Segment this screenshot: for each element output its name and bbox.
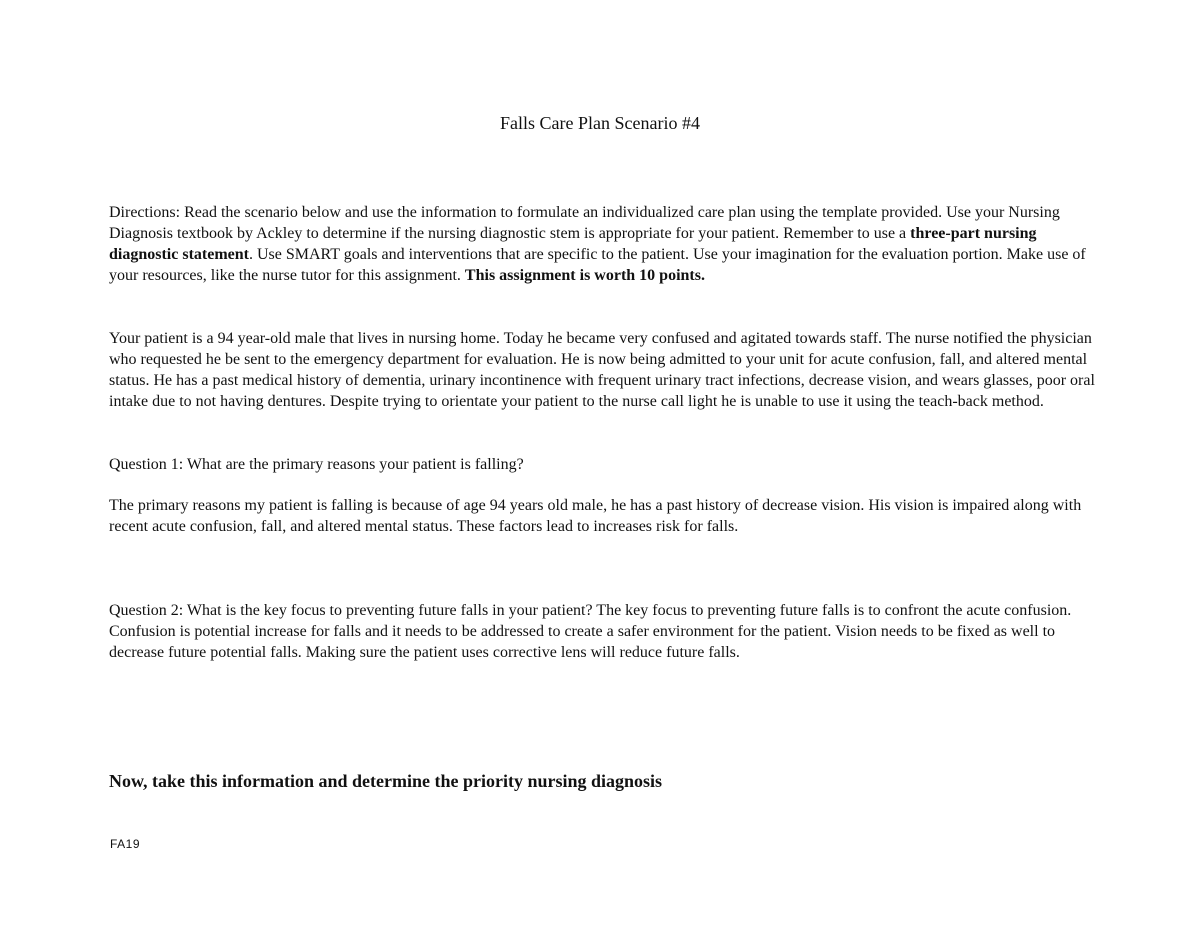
- directions-paragraph: [109, 202, 1099, 286]
- question-1: Question 1: What are the primary reasons your patient is falling?: [109, 456, 524, 473]
- closing-instruction: Now, take this information and determine the priority nursing diagnosis: [109, 771, 663, 791]
- directions-bold-statement: three-part nursing diagnostic statement: [109, 225, 1037, 263]
- answer-1: The primary reasons my patient is falling is because of age 94 years old male, he has a past history of decrease vision. His vision is impaired along with recent acute confusion, fall, and altered mental status. These factors lead to increases risk for falls.: [109, 497, 1082, 535]
- question-2: Question 2: What is the key focus to preventing future falls in your patient? The key focus to preventing future falls is to confront the acute confusion. Confusion is potential increase for falls and it needs to be addressed to create a safer environment for the patient. Vision needs to be fixed as well to decrease future potential falls. Making sure the patient uses corrective lens will reduce future falls.: [109, 602, 1072, 661]
- directions-points-note: This assignment is worth 10 points.: [464, 267, 705, 284]
- document-title: Falls Care Plan Scenario #4: [500, 113, 700, 133]
- footer-code: FA19: [110, 837, 141, 851]
- scenario-paragraph: Your patient is a 94 year-old male that lives in nursing home. Today he became very confused and agitated towards staff. The nurse notified the physician who requested he be sent to the emergency department for evaluation. He is now being admitted to your unit for acute confusion, fall, and altered mental status. He has a past medical history of dementia, urinary incontinence with frequent urinary tract infections, decrease vision, and wears glasses, poor oral intake due to not having dentures. Despite trying to orientate your patient to the nurse call light he is unable to use it using the teach-back method.: [109, 330, 1095, 410]
- directions-text-2: . Use SMART goals and interventions that are specific to the patient. Use your imagination for the evaluation portion. Make use of your resources, like the nurse tutor for this assignment.: [109, 246, 1086, 284]
- directions-text-1: Directions: Read the scenario below and use the information to formulate an individualized care plan using the template provided. Use your Nursing Diagnosis textbook by Ackley to determine if the nursing diagnostic stem is appropriate for your patient. Remember to use a: [109, 204, 1060, 242]
